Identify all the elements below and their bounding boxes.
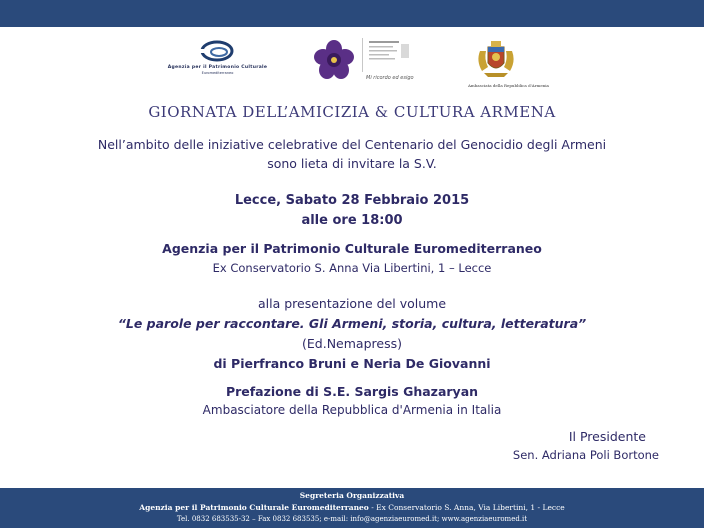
footer-band: [0, 488, 704, 528]
document-caption: Mi ricordo ed esigo: [366, 75, 414, 81]
footer-address: [0, 503, 704, 512]
event-date: Lecce, Sabato 28 Febbraio 2015: [234, 193, 470, 208]
agency-logo: [160, 39, 275, 79]
event-title: GIORNATA DELL’AMICIZIA & CULTURA ARMENA: [148, 103, 556, 121]
event-time: alle ore 18:00: [301, 213, 403, 228]
ambassador-title: Ambasciatore della Repubblica d'Armenia in Italia: [202, 403, 502, 417]
event-address: Ex Conservatorio S. Anna Via Libertini, 1 – Lecce: [212, 261, 492, 275]
intro-line-2: sono lieta di invitare la S.V.: [267, 156, 437, 171]
agency-logo-subtext: Euromediterraneo: [201, 71, 234, 75]
intro-line-1: Nell’ambito delle iniziative celebrative del Centenario del Genocidio degli Armeni: [97, 137, 607, 152]
armenia-coat-of-arms-icon: [474, 37, 518, 81]
signature-name: Sen. Adriana Poli Bortone: [512, 448, 659, 462]
footer-address-rest: - Ex Conservatorio S. Anna, Via Libertini, 1 - Lecce: [368, 503, 565, 512]
top-band: [0, 0, 704, 27]
event-venue: Agenzia per il Patrimonio Culturale Euromediterraneo: [162, 241, 542, 256]
signature-role: Il Presidente: [568, 429, 646, 444]
agency-swirl-icon: [160, 39, 275, 65]
centenary-document-graphic: [362, 38, 413, 72]
book-publisher: (Ed.Nemapress): [302, 336, 402, 351]
emblem-caption: Ambasciata della Repubblica d'Armenia: [468, 83, 549, 88]
footer-contact: Tel. 0832 683535-32 – Fax 0832 683535; e-mail: info@agenziaeuromed.it; www.agenziaeuromed.it: [176, 515, 528, 523]
footer-agency-name: Agenzia per il Patrimonio Culturale Euromediterraneo: [139, 503, 369, 512]
presentation-intro: alla presentazione del volume: [257, 296, 447, 311]
book-preface: Prefazione di S.E. Sargis Ghazaryan: [225, 384, 479, 399]
book-authors: di Pierfranco Bruni e Neria De Giovanni: [213, 356, 491, 371]
book-title: “Le parole per raccontare. Gli Armeni, storia, cultura, letteratura”: [117, 316, 587, 331]
forget-me-not-flower-icon: [312, 39, 356, 81]
agency-logo-text: Agenzia per il Patrimonio Culturale: [167, 65, 268, 70]
footer-title: Segreteria Organizzativa: [299, 491, 405, 500]
